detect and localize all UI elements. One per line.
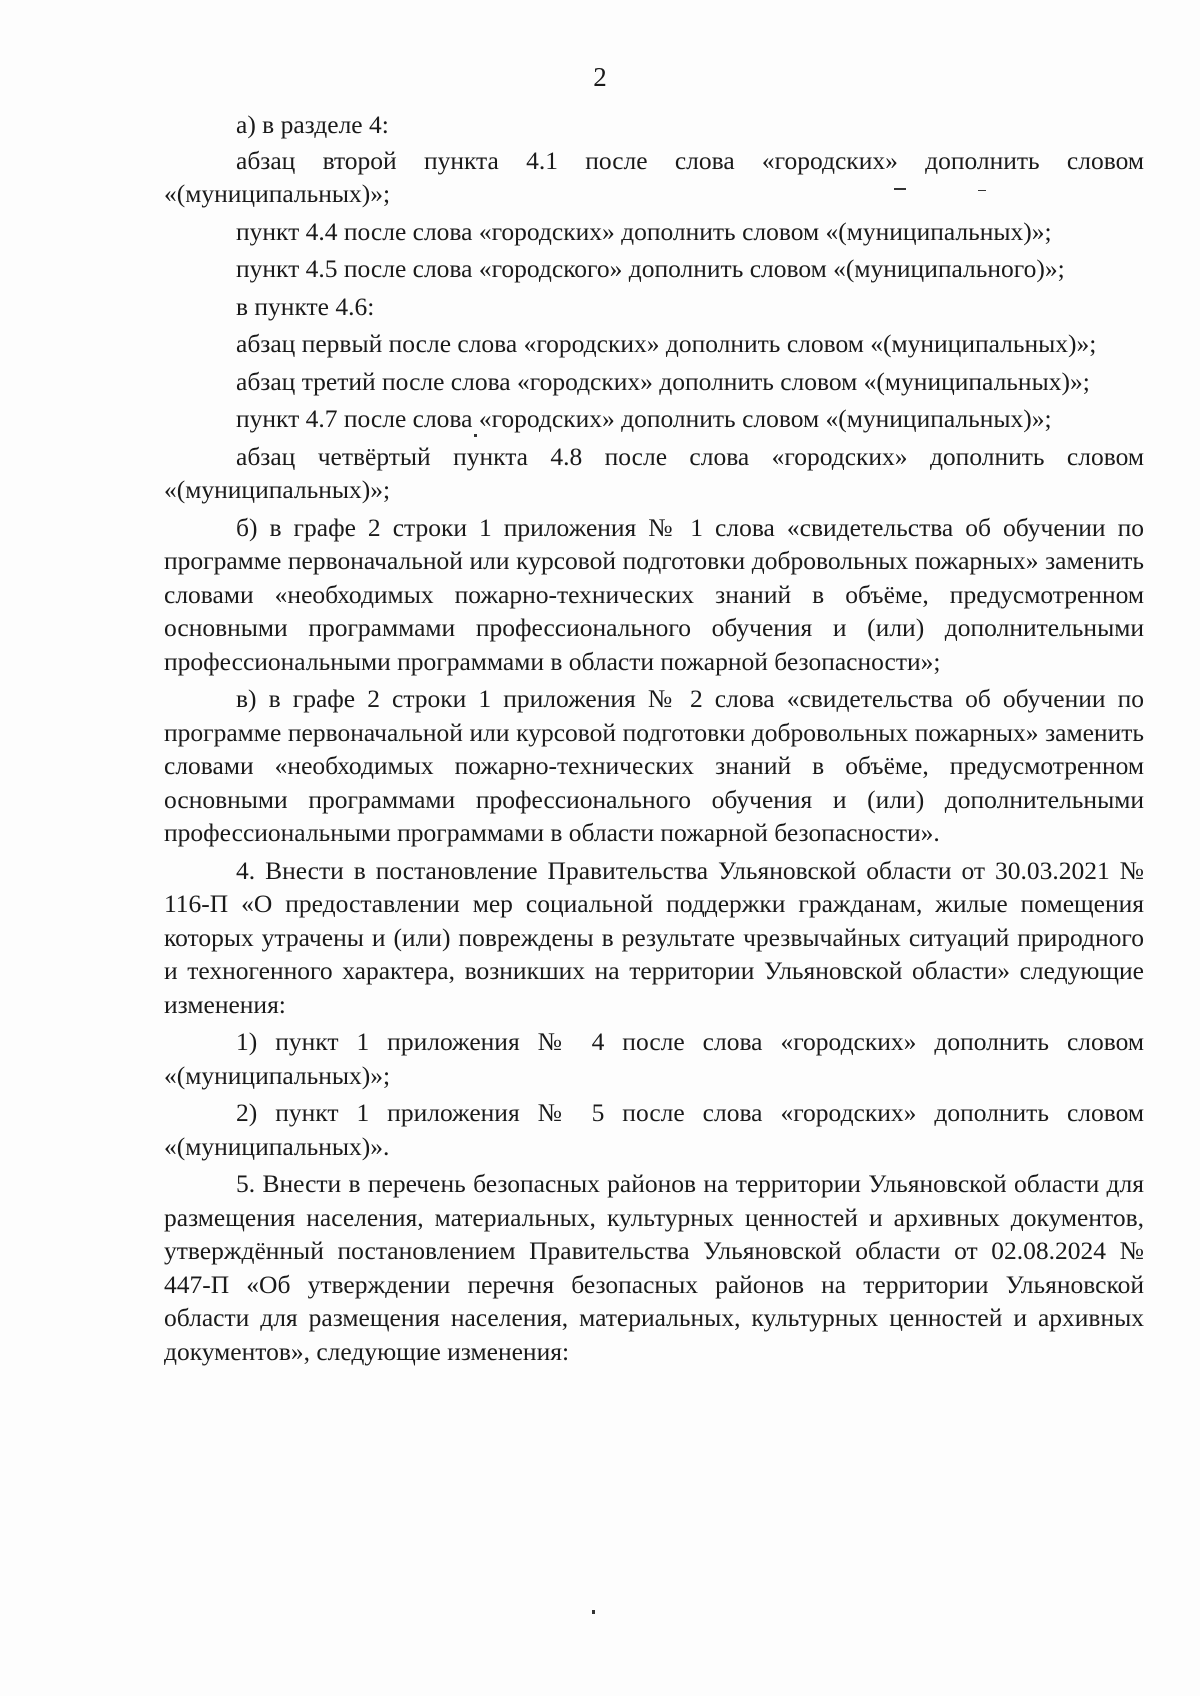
document-body: [164, 108, 1144, 1368]
paragraph: 4. Внести в постановление Правительства Ульяновской области от 30.03.2021 № 116-П «О предоставлении мер социальной поддержки гражданам, жилые помещения которых утрачены и (или) повреждены в результате чрезвычайных ситуаций природного и техногенного характера, возникших на территории Ульяновской области» следующие изменения:: [164, 855, 1144, 1019]
paragraph: пункт 4.4 после слова «городских» дополнить словом «(муниципальных)»;: [236, 216, 1052, 246]
paragraph: абзац второй пункта 4.1 после слова «городских» дополнить словом «(муниципальных)»;: [164, 145, 1144, 208]
scan-speck: [978, 190, 986, 191]
paragraph: в пункте 4.6:: [236, 291, 375, 321]
paragraph: абзац первый после слова «городских» дополнить словом «(муниципальных)»;: [236, 329, 1097, 358]
paragraph: 5. Внести в перечень безопасных районов на территории Ульяновской области для размещения населения, материальных, культурных ценностей и архивных документов, утверждённый постановлением Правительства Ульяновской области от 02.08.2024 № 447-П «Об утверждении перечня безопасных районов на территории Ульяновской области для размещения населения, материальных, культурных ценностей и архивных документов», следующие изменения:: [164, 1169, 1144, 1366]
paragraph: абзац четвёртый пункта 4.8 после слова «городских» дополнить словом «(муниципальных)»;: [164, 441, 1144, 504]
paragraph: пункт 4.5 после слова «городского» дополнить словом «(муниципального)»;: [236, 254, 1065, 283]
paragraph: а) в разделе 4:: [236, 110, 389, 139]
paragraph: 2) пункт 1 приложения № 5 после слова «городских» дополнить словом «(муниципальных)».: [164, 1098, 1144, 1161]
paragraph: абзац третий после слова «городских» дополнить словом «(муниципальных)»;: [236, 366, 1090, 396]
scan-speck: [474, 434, 477, 437]
page-number: 2: [593, 62, 607, 92]
paragraph: пункт 4.7 после слова «городских» дополнить словом «(муниципальных)»;: [236, 404, 1052, 433]
scan-speck: [894, 188, 906, 190]
paragraph: 1) пункт 1 приложения № 4 после слова «городских» дополнить словом «(муниципальных)»;: [164, 1027, 1144, 1090]
paragraph: б) в графе 2 строки 1 приложения № 1 слова «свидетельства об обучении по программе первоначальной или курсовой подготовки добровольных пожарных» заменить словами «необходимых пожарно-технических знаний в объёме, предусмотренном основными программами профессионального обучения и (или) дополнительными профессиональными программами в области пожарной безопасности»;: [164, 512, 1144, 676]
paragraph: в) в графе 2 строки 1 приложения № 2 слова «свидетельства об обучении по программе первоначальной или курсовой подготовки добровольных пожарных» заменить словами «необходимых пожарно-технических знаний в объёме, предусмотренном основными программами профессионального обучения и (или) дополнительными профессиональными программами в области пожарной безопасности».: [164, 684, 1144, 847]
scan-speck: [592, 1610, 595, 1614]
